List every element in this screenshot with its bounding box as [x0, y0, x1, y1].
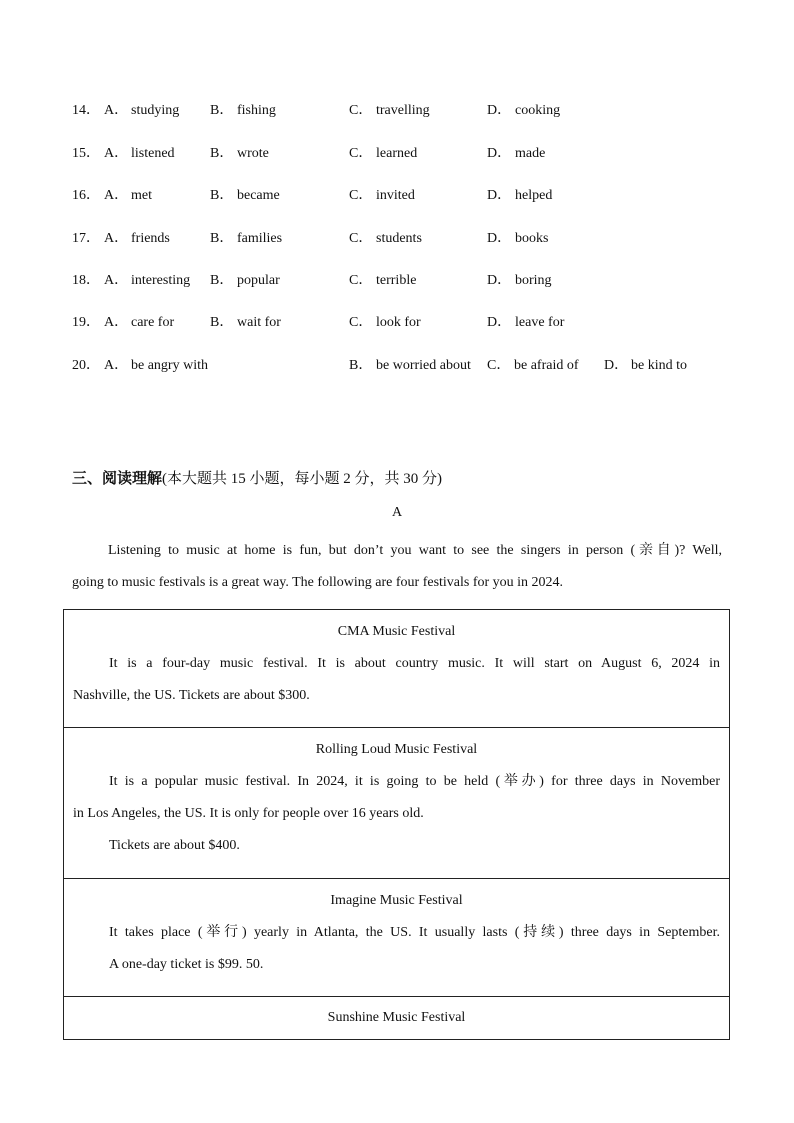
question-number: 17．: [72, 231, 100, 246]
question-number: 15．: [72, 146, 100, 161]
option-a-letter: A．: [104, 231, 129, 246]
option-b-text: fishing: [237, 103, 276, 118]
question-number: 19．: [72, 315, 100, 330]
option-a-text: be angry with: [131, 358, 208, 373]
festival-row: [64, 879, 730, 997]
intro-paragraph-line-2: going to music festivals is a great way. The following are four festivals for you in 2024.: [72, 575, 564, 590]
option-c-letter: C．: [487, 358, 511, 373]
festival-cell: [64, 879, 730, 997]
option-b-letter: B．: [210, 231, 234, 246]
option-b-text: popular: [237, 273, 280, 288]
option-c-text: be afraid of: [514, 358, 579, 373]
intro-paragraph-line-1: Listening to music at home is fun, but don’t you want to see the singers in person (亲自)? Well,: [108, 543, 722, 558]
festival-title: Imagine Music Festival: [330, 893, 463, 908]
festival-cell: [64, 997, 730, 1040]
question-number: 14．: [72, 103, 100, 118]
option-a-letter: A．: [104, 273, 129, 288]
option-c-letter: C．: [349, 231, 373, 246]
option-b-letter: B．: [210, 103, 234, 118]
festival-description: A one-day ticket is $99. 50.: [109, 957, 264, 972]
option-a-letter: A．: [104, 103, 129, 118]
section-heading: [72, 469, 442, 489]
option-c-letter: C．: [349, 146, 373, 161]
festival-description: Nashville, the US. Tickets are about $300.: [73, 688, 310, 703]
option-b-letter: B．: [210, 146, 234, 161]
option-d-text: leave for: [515, 315, 565, 330]
option-a-letter: A．: [104, 146, 129, 161]
option-b-text: wrote: [237, 146, 269, 161]
option-a-letter: A．: [104, 315, 129, 330]
festival-cell: [64, 610, 730, 728]
festival-table: [63, 609, 730, 1040]
option-a-text: interesting: [131, 273, 191, 288]
option-d-text: boring: [515, 273, 552, 288]
festival-title: Rolling Loud Music Festival: [315, 742, 478, 757]
option-c-text: students: [376, 231, 422, 246]
option-b-text: be worried about: [376, 358, 471, 373]
option-c-text: learned: [376, 146, 418, 161]
festival-description: It is a four-day music festival. It is about country music. It will start on August 6, 2024 in: [109, 656, 720, 671]
festival-row: [64, 610, 730, 728]
option-d-letter: D．: [487, 188, 512, 203]
option-b-letter: B．: [210, 315, 234, 330]
option-c-text: look for: [376, 315, 421, 330]
option-a-text: studying: [131, 103, 180, 118]
option-a-text: listened: [131, 146, 175, 161]
option-a-text: met: [131, 188, 152, 203]
option-b-text: families: [237, 231, 283, 246]
festival-title: Sunshine Music Festival: [327, 1010, 466, 1025]
question-number: 18．: [72, 273, 100, 288]
option-d-letter: D．: [487, 146, 512, 161]
option-d-letter: D．: [604, 358, 629, 373]
option-b-text: became: [237, 188, 280, 203]
option-b-letter: B．: [210, 273, 234, 288]
option-d-text: helped: [515, 188, 553, 203]
option-c-letter: C．: [349, 273, 373, 288]
question-number: 20．: [72, 358, 100, 373]
option-c-text: invited: [376, 188, 415, 203]
option-d-text: be kind to: [631, 358, 687, 373]
option-d-letter: D．: [487, 231, 512, 246]
festival-row: [64, 997, 730, 1040]
option-c-letter: C．: [349, 315, 373, 330]
option-a-text: friends: [131, 231, 170, 246]
option-c-text: travelling: [376, 103, 430, 118]
option-d-text: cooking: [515, 103, 561, 118]
festival-description: It takes place (举行) yearly in Atlanta, the US. It usually lasts (持续) three days in September.: [109, 925, 720, 940]
festival-row: [64, 728, 730, 879]
option-b-letter: B．: [349, 358, 373, 373]
passage-label: A: [391, 505, 403, 520]
section-heading-detail: (本大题共 15 小题，每小题 2 分，共 30 分): [162, 471, 443, 487]
option-c-letter: C．: [349, 103, 373, 118]
option-a-letter: A．: [104, 188, 129, 203]
festival-title: CMA Music Festival: [337, 624, 456, 639]
option-c-text: terrible: [376, 273, 417, 288]
option-b-letter: B．: [210, 188, 234, 203]
option-d-letter: D．: [487, 103, 512, 118]
festival-description: Tickets are about $400.: [109, 838, 240, 853]
option-c-letter: C．: [349, 188, 373, 203]
option-d-letter: D．: [487, 273, 512, 288]
section-heading-bold: 三、阅读理解: [72, 471, 163, 487]
festival-cell: [64, 728, 730, 879]
question-number: 16．: [72, 188, 100, 203]
option-d-text: books: [515, 231, 549, 246]
option-d-text: made: [515, 146, 546, 161]
festival-description: It is a popular music festival. In 2024, it is going to be held (举办) for three days in November: [109, 774, 720, 789]
option-b-text: wait for: [237, 315, 281, 330]
option-d-letter: D．: [487, 315, 512, 330]
festival-description: in Los Angeles, the US. It is only for people over 16 years old.: [73, 806, 424, 821]
option-a-letter: A．: [104, 358, 129, 373]
option-a-text: care for: [131, 315, 175, 330]
